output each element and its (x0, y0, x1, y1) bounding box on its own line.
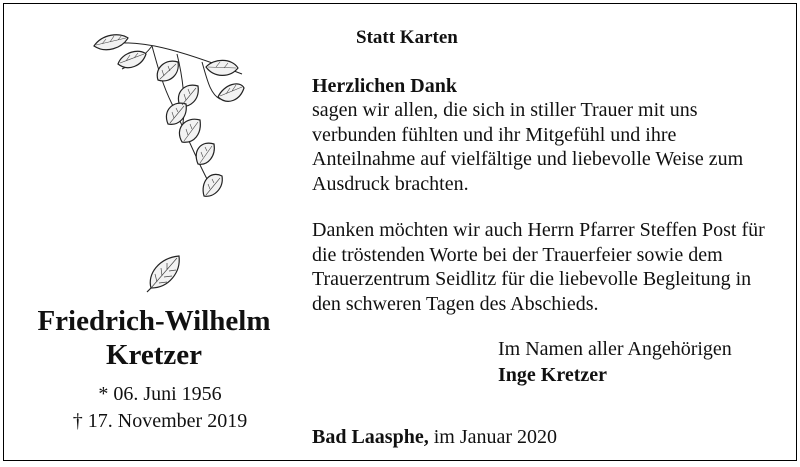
obituary-card (3, 3, 797, 461)
falling-leaf-icon (145, 252, 185, 294)
place-date-line (312, 424, 557, 450)
place-name: Bad Laasphe, (312, 426, 429, 448)
date-text: im Januar 2020 (428, 426, 558, 448)
deceased-first-name: Friedrich-Wilhelm (37, 305, 271, 337)
on-behalf-line: Im Namen aller Angehörigen (498, 338, 732, 360)
deceased-last-name: Kretzer (105, 339, 203, 371)
death-date: † 17. November 2019 (72, 410, 248, 432)
thanks-paragraph-2: Danken möchten wir auch Herrn Pfarrer Steffen Post für die tröstenden Worte bei der Trauerfeier sowie dem Trauerzentrum Seidlitz für die liebevolle Begleitung in den schweren Tagen des Abschieds. (312, 219, 765, 315)
birth-date: * 06. Juni 1956 (98, 383, 222, 405)
thanks-paragraph-1: sagen wir allen, die sich in stiller Trauer mit uns verbunden fühlten und ihr Mitgefühl und ihre Anteilnahme auf vielfältige und liebevolle Weise zum Ausdruck brachten. (312, 99, 744, 195)
birch-branch-icon (82, 24, 252, 204)
thanks-title: Herzlichen Dank (312, 75, 457, 97)
notice-heading: Statt Karten (356, 27, 458, 48)
signer-name: Inge Kretzer (498, 364, 608, 386)
